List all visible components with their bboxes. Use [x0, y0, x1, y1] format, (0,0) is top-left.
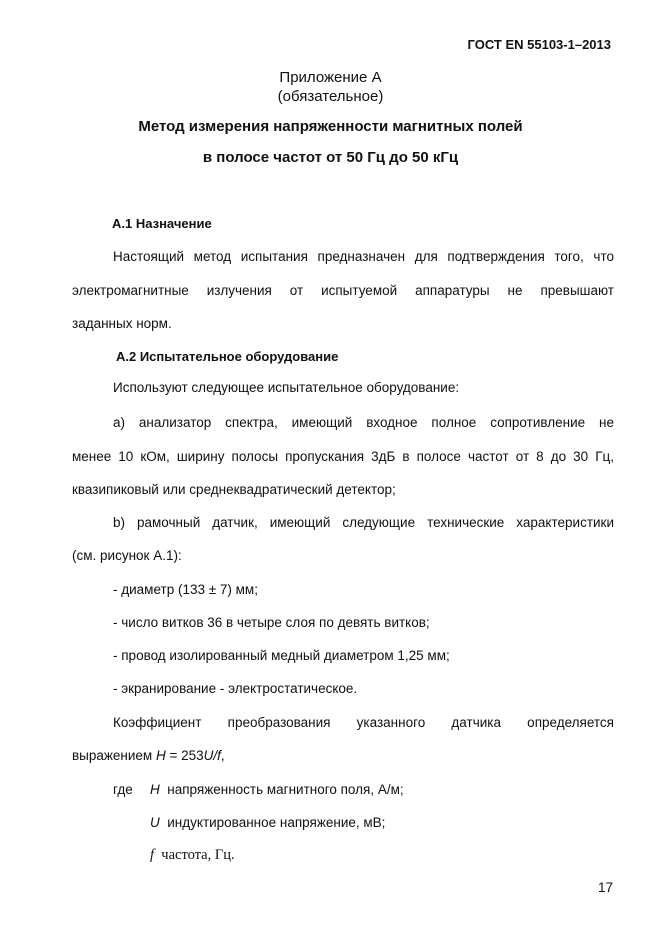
paragraph-line: заданных норм. [72, 316, 172, 331]
annex-heading-line1: Метод измерения напряженности магнитных полей [138, 118, 523, 135]
document-code: ГОСТ EN 55103-1–2013 [467, 37, 611, 52]
section-a1-heading: А.1 Назначение [112, 216, 212, 231]
spec-item: - провод изолированный медный диаметром 1,25 мм; [113, 648, 450, 663]
list-item-b-line: b) рамочный датчик, имеющий следующие технические характеристики [113, 515, 614, 530]
spec-item: - диаметр (133 ± 7) мм; [113, 582, 258, 597]
annex-title: Приложение А [279, 69, 382, 86]
section-a2-heading: А.2 Испытательное оборудование [116, 349, 339, 364]
list-item-b-line: (см. рисунок А.1): [72, 548, 182, 563]
list-item-a-line: менее 10 кОм, ширину полосы пропускания 3дБ в полосе частот от 8 до 30 Гц, [72, 449, 614, 464]
where-label: где [113, 782, 133, 797]
formula-line: выражением H = 253U/f, [72, 748, 225, 763]
spec-item: - экранирование - электростатическое. [113, 681, 358, 696]
spec-item: - число витков 36 в четыре слоя по девять витков; [113, 615, 430, 630]
paragraph-line: Настоящий метод испытания предназначен для подтверждения того, что [113, 249, 614, 264]
list-item-a-line: а) анализатор спектра, имеющий входное полное сопротивление не [113, 415, 614, 430]
definition-f: f частота, Гц. [150, 847, 235, 863]
definition-h: H напряженность магнитного поля, А/м; [150, 782, 404, 797]
page-number: 17 [597, 880, 613, 895]
list-item-a-line: квазипиковый или среднеквадратический детектор; [72, 482, 396, 497]
coefficient-line: Коэффициент преобразования указанного датчика определяется [113, 715, 614, 730]
annex-heading-line2: в полосе частот от 50 Гц до 50 кГц [202, 149, 459, 166]
definition-u: U индуктированное напряжение, мВ; [150, 815, 386, 830]
paragraph-line: Используют следующее испытательное оборудование: [113, 380, 460, 395]
paragraph-line: электромагнитные излучения от испытуемой аппаратуры не превышают [72, 283, 614, 298]
annex-status: (обязательное) [277, 88, 384, 105]
